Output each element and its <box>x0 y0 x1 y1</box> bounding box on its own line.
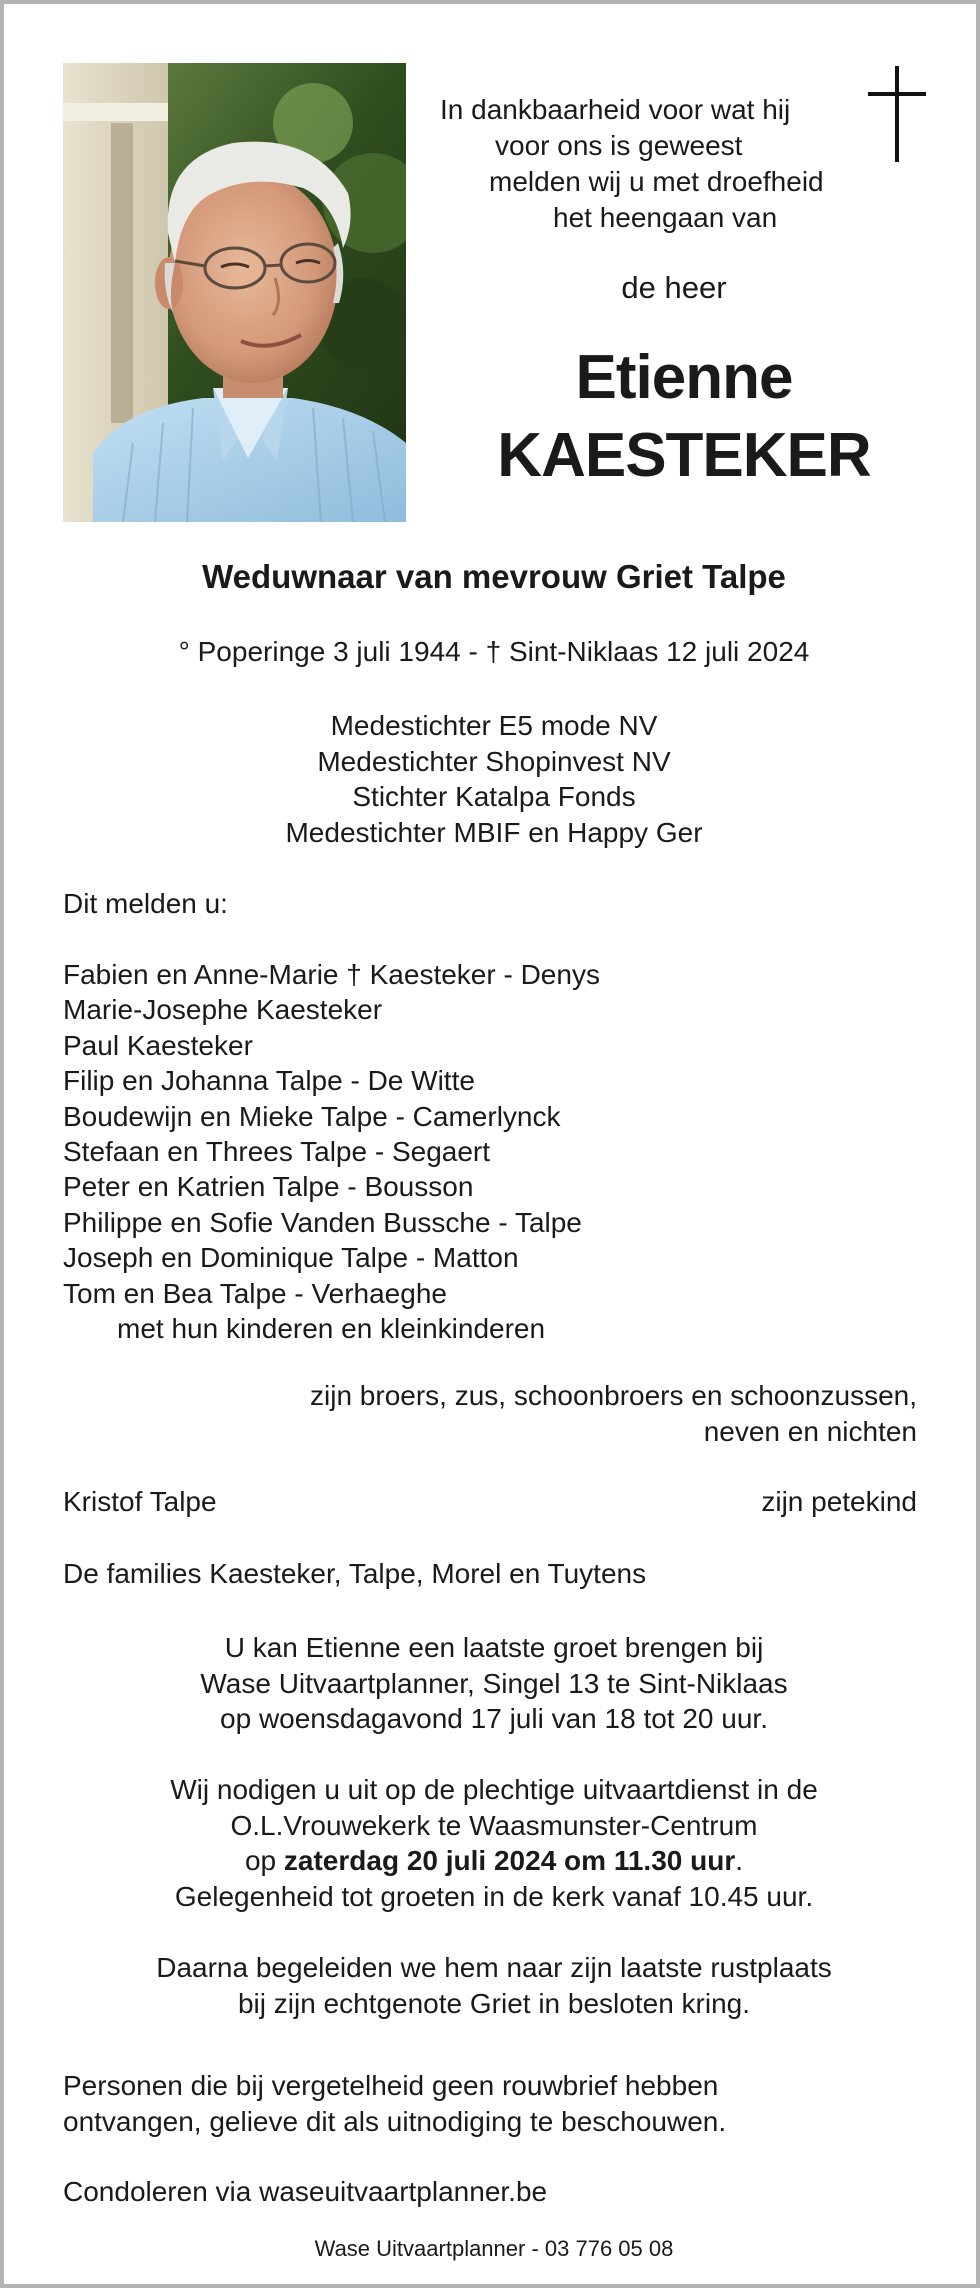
intro-line: het heengaan van <box>553 202 778 233</box>
intro-line: melden wij u met droefheid <box>489 166 824 197</box>
godchild-row <box>63 1486 917 1518</box>
family-member: Fabien en Anne-Marie † Kaesteker - Denys <box>63 959 600 990</box>
notice-line: ontvangen, gelieve dit als uitnodiging te beschouwen. <box>63 2105 727 2137</box>
service-datetime-line <box>4 1843 980 1879</box>
visitation-line: Wase Uitvaartplanner, Singel 13 te Sint-Niklaas <box>200 1667 788 1699</box>
service-line: O.L.Vrouwekerk te Waasmunster-Centrum <box>230 1809 758 1841</box>
family-member: Peter en Katrien Talpe - Bousson <box>63 1171 474 1203</box>
family-member: Tom en Bea Talpe - Verhaeghe <box>63 1277 447 1309</box>
family-member: Stefaan en Threes Talpe - Segaert <box>63 1136 491 1168</box>
invitation-notice <box>63 2068 726 2139</box>
portrait-photo <box>63 63 406 522</box>
service-line: Gelegenheid tot groeten in de kerk vanaf 10.45 uur. <box>174 1880 814 1912</box>
family-member: Philippe en Sofie Vanden Bussche - Talpe <box>63 1206 582 1238</box>
footer-contact: Wase Uitvaartplanner - 03 776 05 08 <box>314 2236 674 2261</box>
spouse-line: Weduwnaar van mevrouw Griet Talpe <box>202 558 786 595</box>
family-member: Joseph en Dominique Talpe - Matton <box>63 1242 519 1274</box>
family-member: Filip en Johanna Talpe - De Witte <box>63 1065 475 1097</box>
salutation: de heer <box>621 270 727 305</box>
condolence-line: Condoleren via waseuitvaartplanner.be <box>63 2176 548 2207</box>
service-datetime: zaterdag 20 juli 2024 om 11.30 uur <box>283 1845 736 1876</box>
family-suffix: met hun kinderen en kleinkinderen <box>117 1313 546 1345</box>
intro-line: voor ons is geweest <box>495 130 743 161</box>
siblings-relation <box>310 1378 917 1450</box>
godchild-relation: zijn petekind <box>761 1486 917 1517</box>
burial-line: Daarna begeleiden we hem naar zijn laatste rustplaats <box>156 1952 832 1983</box>
family-list <box>63 957 600 1346</box>
godchild-name: Kristof Talpe <box>63 1486 217 1517</box>
roles-list <box>4 708 980 850</box>
burial-info <box>4 1950 980 2021</box>
relation-line: neven en nichten <box>703 1416 917 1447</box>
intro-text <box>414 92 894 236</box>
relation-line: zijn broers, zus, schoonbroers en schoonzussen, <box>310 1380 917 1411</box>
funeral-service-info <box>4 1772 980 1914</box>
service-suffix: . <box>735 1845 744 1876</box>
birth-death-dates: ° Poperinge 3 juli 1944 - † Sint-Niklaas 12 juli 2024 <box>178 636 810 667</box>
deceased-last-name: KAESTEKER <box>497 421 871 490</box>
role-item: Stichter Katalpa Fonds <box>352 781 636 812</box>
family-member: Paul Kaesteker <box>63 1029 253 1061</box>
notice-line: Personen die bij vergetelheid geen rouwbrief hebben <box>63 2070 719 2101</box>
deceased-first-name: Etienne <box>575 343 793 412</box>
burial-line: bij zijn echtgenote Griet in besloten kring. <box>237 1987 751 2019</box>
service-prefix: op <box>244 1845 284 1876</box>
visitation-line: U kan Etienne een laatste groet brengen bij <box>224 1632 764 1663</box>
role-item: Medestichter E5 mode NV <box>330 710 658 741</box>
notify-heading: Dit melden u: <box>63 888 228 919</box>
families-line: De families Kaesteker, Talpe, Morel en Tuytens <box>63 1558 647 1589</box>
family-member: Boudewijn en Mieke Talpe - Camerlynck <box>63 1100 561 1132</box>
service-line: Wij nodigen u uit op de plechtige uitvaartdienst in de <box>170 1774 818 1805</box>
role-item: Medestichter MBIF en Happy Ger <box>285 816 703 848</box>
family-member: Marie-Josephe Kaesteker <box>63 994 383 1026</box>
visitation-line: op woensdagavond 17 juli van 18 tot 20 uur. <box>220 1703 768 1734</box>
visitation-info <box>4 1630 980 1737</box>
intro-line: In dankbaarheid voor wat hij <box>440 94 791 125</box>
portrait-illustration <box>63 63 406 522</box>
role-item: Medestichter Shopinvest NV <box>317 745 671 777</box>
